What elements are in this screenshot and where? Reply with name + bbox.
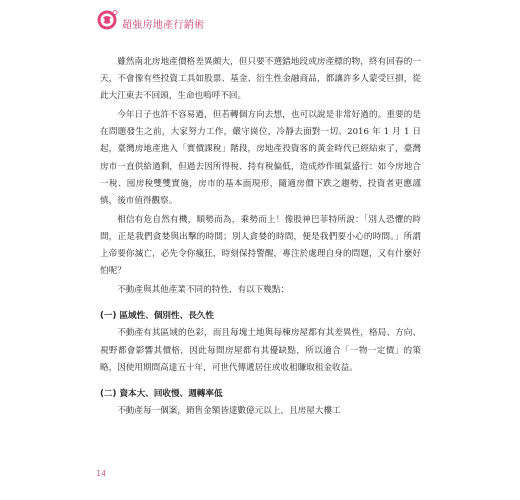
section-heading: (二) 資本大、回收慢、週轉率低 [100, 388, 223, 399]
book-title: 超強房地產行銷術 [122, 19, 205, 31]
section-paragraph: 不動產有其區域的色彩，而且每塊土地與每棟房屋都有其差異性，格局、方向、視野都會影響其價格，因此每間房屋都有其優缺點，所以適合「一物一定價」的策略，因使用期間高達五十年，可世代傳遞居住或收租賺取租金收益。 [100, 328, 421, 373]
publisher-logo-icon [96, 9, 118, 31]
paragraph: 雖然南北房地產價格差異頗大，但只要不選錯地段或房產標的物，終有回春的一天，不會像有些投資工具如股票、基金、衍生性金融商品，都讓許多人蒙受巨損，從此大江東去不回頭，生命也嗚呼不回。 [100, 57, 421, 102]
paragraph: 不動產與其他產業不同的特性，有以下幾點： [117, 285, 290, 296]
running-header [96, 8, 204, 32]
page-number: 14 [96, 469, 107, 478]
paragraph: 今年日子也許不容易過，但若轉個方向去想，也可以說是非常好過的。重要的是在問題發生之前，大家努力工作，嚴守崗位，冷靜去面對一切。2016 年 1 月 1 日起，臺灣房地產進入「實價課稅」階段，房地產投資客的黃金時代已經結束了，臺灣房市一直供給過剩，但過去因所得稅、持有稅偏低，造成炒作風氣盛行：如今房地合一稅、囤房稅雙雙實施，房市的基本面現形，隨適房價下跌之趨勢，投資者更應謹慎，後市值得觀察。 [100, 110, 421, 206]
section-paragraph: 不動產每一個案，銷售金額皆達數億元以上，且房屋大樓工 [117, 405, 341, 416]
section-heading: (一) 區域性、個別性、長久性 [100, 311, 214, 322]
page-body [100, 54, 421, 420]
paragraph: 相信有危自然有機，順勢而為，乘勢而上！像股神巴菲特所說：「別人恐懼的時間，正是我們貪婪與出擊的時間；別人貪婪的時間，便是我們要小心的時間。」所謂上帝要你滅亡，必先令你瘋狂，時刻保持警醒，專注於處理自身的問題，又有什麼好怕呢？ [100, 214, 421, 277]
